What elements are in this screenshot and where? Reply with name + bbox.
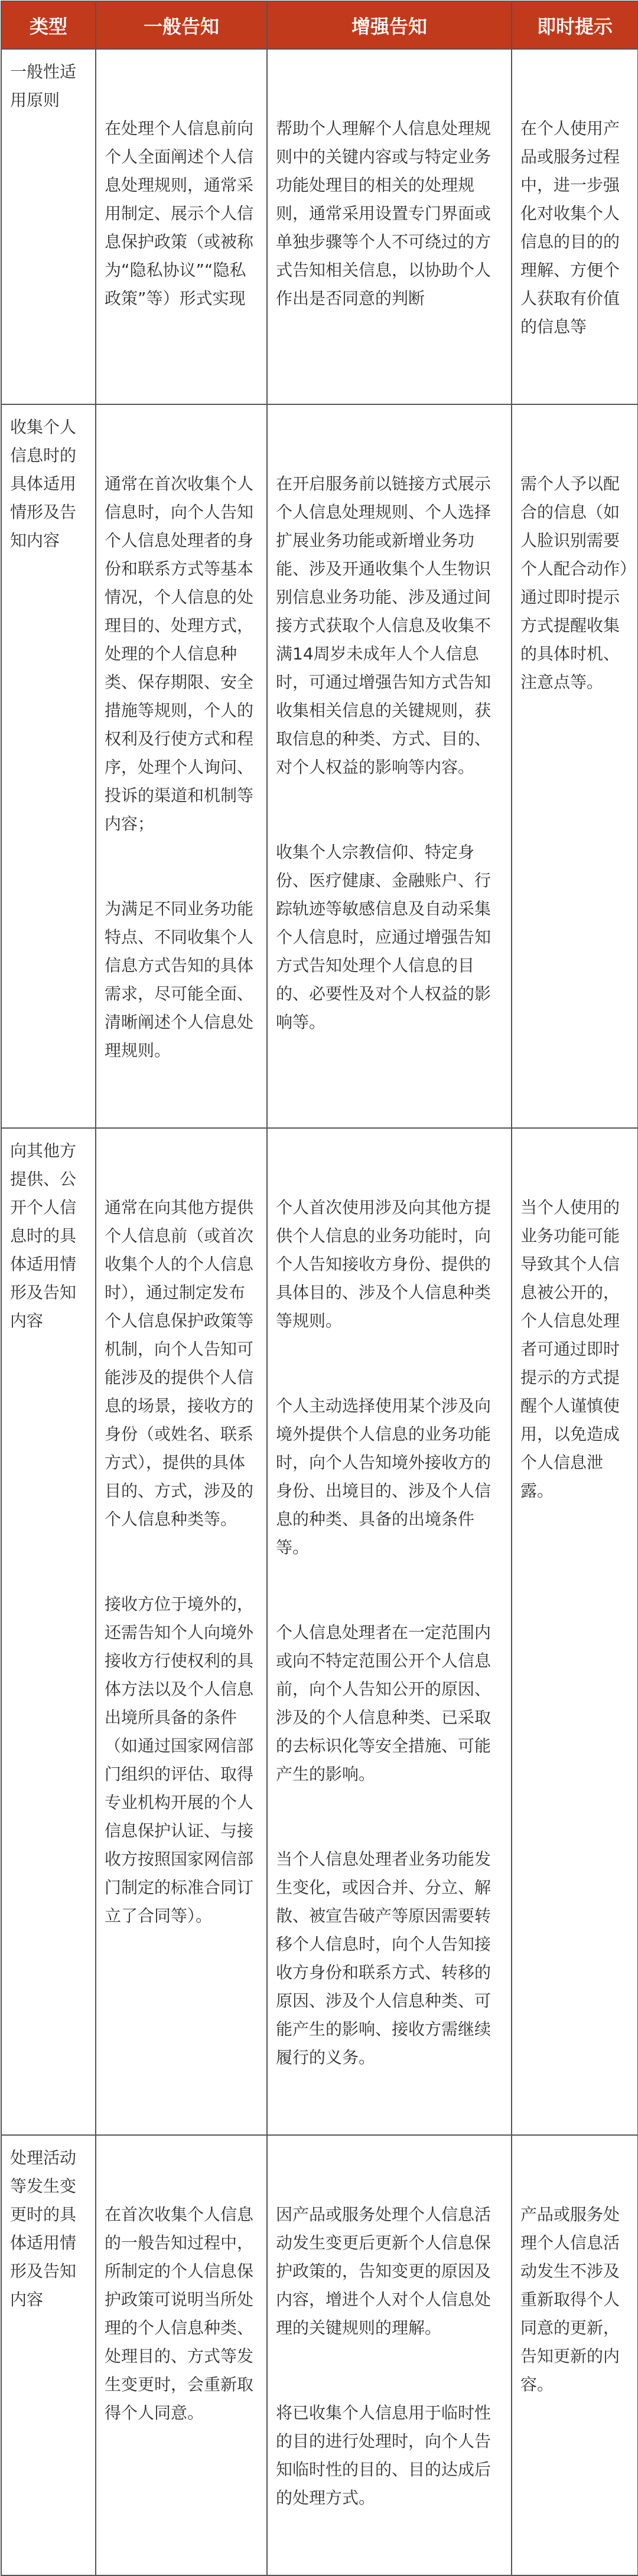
instant-cell	[512, 404, 638, 1128]
enhanced-cell	[267, 1128, 512, 2135]
instant-cell	[512, 49, 638, 404]
table-row	[1, 2135, 638, 2575]
enhanced-paragraph: 帮助个人理解个人信息处理规则中的关键内容或与特定业务功能处理目的相关的处理规则，通常采用设置专门界面或单独步骤等个人不可绕过的方式告知相关信息，以协助个人作出是否同意的判断	[276, 119, 491, 308]
header-type: 类型	[1, 1, 96, 49]
table-row	[1, 404, 638, 1128]
instant-paragraph: 当个人使用的业务功能可能导致其个人信息被公开的，个人信息处理者可通过即时提示的方式提醒个人谨慎使用，以免造成个人信息泄露。	[520, 1198, 620, 1501]
general-cell	[96, 1128, 267, 2135]
table-row	[1, 49, 638, 404]
general-paragraph: 通常在首次收集个人信息时，向个人告知个人信息处理者的身份和联系方式等基本情况，个人信息的处理目的、处理方式，处理的个人信息种类、保存期限、安全措施等规则，个人的权利及行使方式和程序，处理个人询问、投诉的渠道和机制等内容；	[105, 474, 254, 833]
general-cell	[96, 404, 267, 1128]
enhanced-paragraph: 个人首次使用涉及向其他方提供个人信息的业务功能时，向个人告知接收方身份、提供的具体目的、涉及个人信息种类等规则。	[276, 1198, 491, 1331]
general-paragraph: 在处理个人信息前向个人全面阐述个人信息处理规则，通常采用制定、展示个人信息保护政策（或被称为“隐私协议”“隐私政策”等）形式实现	[105, 119, 254, 308]
enhanced-paragraph: 个人信息处理者在一定范围内或向不特定范围公开个人信息前，向个人告知公开的原因、涉及的个人信息种类、已采取的去标识化等安全措施、可能产生的影响。	[276, 1623, 491, 1784]
enhanced-paragraph: 将已收集个人信息用于临时性的目的进行处理时，向个人告知临时性的目的、目的达成后的处理方式。	[276, 2403, 491, 2508]
general-cell	[96, 49, 267, 404]
instant-paragraph: 产品或服务处理个人信息活动发生不涉及重新取得个人同意的更新，告知更新的内容。	[520, 2205, 620, 2394]
header-general-notice: 一般告知	[96, 1, 267, 49]
enhanced-paragraph: 在开启服务前以链接方式展示个人信息处理规则、个人选择扩展业务功能或新增业务功能、涉及开通收集个人生物识别信息业务功能、涉及通过间接方式获取个人信息及收集不满14周岁未成年人个人信息时，可通过增强告知方式告知收集相关信息的关键规则，获取信息的种类、方式、目的、对个人权益的影响等内容。	[276, 474, 491, 777]
enhanced-cell	[267, 2135, 512, 2575]
instant-paragraph: 在个人使用产品或服务过程中，进一步强化对收集个人信息的目的的理解、方便个人获取有价值的信息等	[520, 119, 620, 336]
type-text: 向其他方提供、公开个人信息时的具体适用情形及告知内容	[10, 1141, 77, 1331]
enhanced-cell	[267, 404, 512, 1128]
header-enhanced-notice: 增强告知	[267, 1, 512, 49]
general-paragraph: 接收方位于境外的，还需告知个人向境外接收方行使权利的具体方法以及个人信息出境所具备的条件（如通过国家网信部门组织的评估、取得专业机构开展的个人信息保护认证、与接收方按照国家网信部门制定的标准合同订立了合同等）。	[105, 1594, 254, 1926]
header-instant-prompt: 即时提示	[512, 1, 638, 49]
table-header	[1, 1, 638, 49]
type-text: 处理活动等发生变更时的具体适用情形及告知内容	[10, 2148, 77, 2309]
notice-comparison-table	[1, 1, 638, 2576]
type-cell	[1, 2135, 96, 2575]
general-cell	[96, 2135, 267, 2575]
header-row	[1, 1, 638, 49]
instant-cell	[512, 2135, 638, 2575]
enhanced-paragraph: 收集个人宗教信仰、特定身份、医疗健康、金融账户、行踪轨迹等敏感信息及自动采集个人信息时，应通过增强告知方式告知处理个人信息的目的、必要性及对个人权益的影响等。	[276, 842, 491, 1032]
general-paragraph: 通常在向其他方提供个人信息前（或首次收集个人的个人信息时），通过制定发布个人信息保护政策等机制，向个人告知可能涉及的提供个人信息的场景，接收方的身份（或姓名、联系方式），提供的具体目的、方式，涉及的个人信息种类等。	[105, 1198, 254, 1529]
type-cell	[1, 49, 96, 404]
type-text: 收集个人信息时的具体适用情形及告知内容	[10, 417, 77, 550]
enhanced-paragraph: 当个人信息处理者业务功能发生变化，或因合并、分立、解散、被宣告破产等原因需要转移个人信息时，向个人告知接收方身份和联系方式、转移的原因、涉及个人信息种类、可能产生的影响、接收方需继续履行的义务。	[276, 1849, 491, 2067]
instant-cell	[512, 1128, 638, 2135]
general-paragraph: 为满足不同业务功能特点、不同收集个人信息方式告知的具体需求，尽可能全面、清晰阐述个人信息处理规则。	[105, 899, 254, 1060]
notice-comparison-table-wrap	[0, 1, 638, 2508]
general-paragraph: 在首次收集个人信息的一般告知过程中，所制定的个人信息保护政策可说明当所处理的个人信息种类、处理目的、方式等发生变更时，会重新取得个人同意。	[105, 2205, 254, 2423]
type-cell	[1, 404, 96, 1128]
type-text: 一般性适用原则	[10, 62, 77, 110]
enhanced-cell	[267, 49, 512, 404]
type-cell	[1, 1128, 96, 2135]
enhanced-paragraph: 因产品或服务处理个人信息活动发生变更后更新个人信息保护政策的，告知变更的原因及内容，增进个人对个人信息处理的关键规则的理解。	[276, 2205, 491, 2338]
instant-paragraph: 需个人予以配合的信息（如人脸识别需要个人配合动作）通过即时提示方式提醒收集的具体时机、注意点等。	[520, 474, 629, 692]
enhanced-paragraph: 个人主动选择使用某个涉及向境外提供个人信息的业务功能时，向个人告知境外接收方的身份、出境目的、涉及个人信息的种类、具备的出境条件等。	[276, 1396, 491, 1557]
table-row	[1, 1128, 638, 2135]
